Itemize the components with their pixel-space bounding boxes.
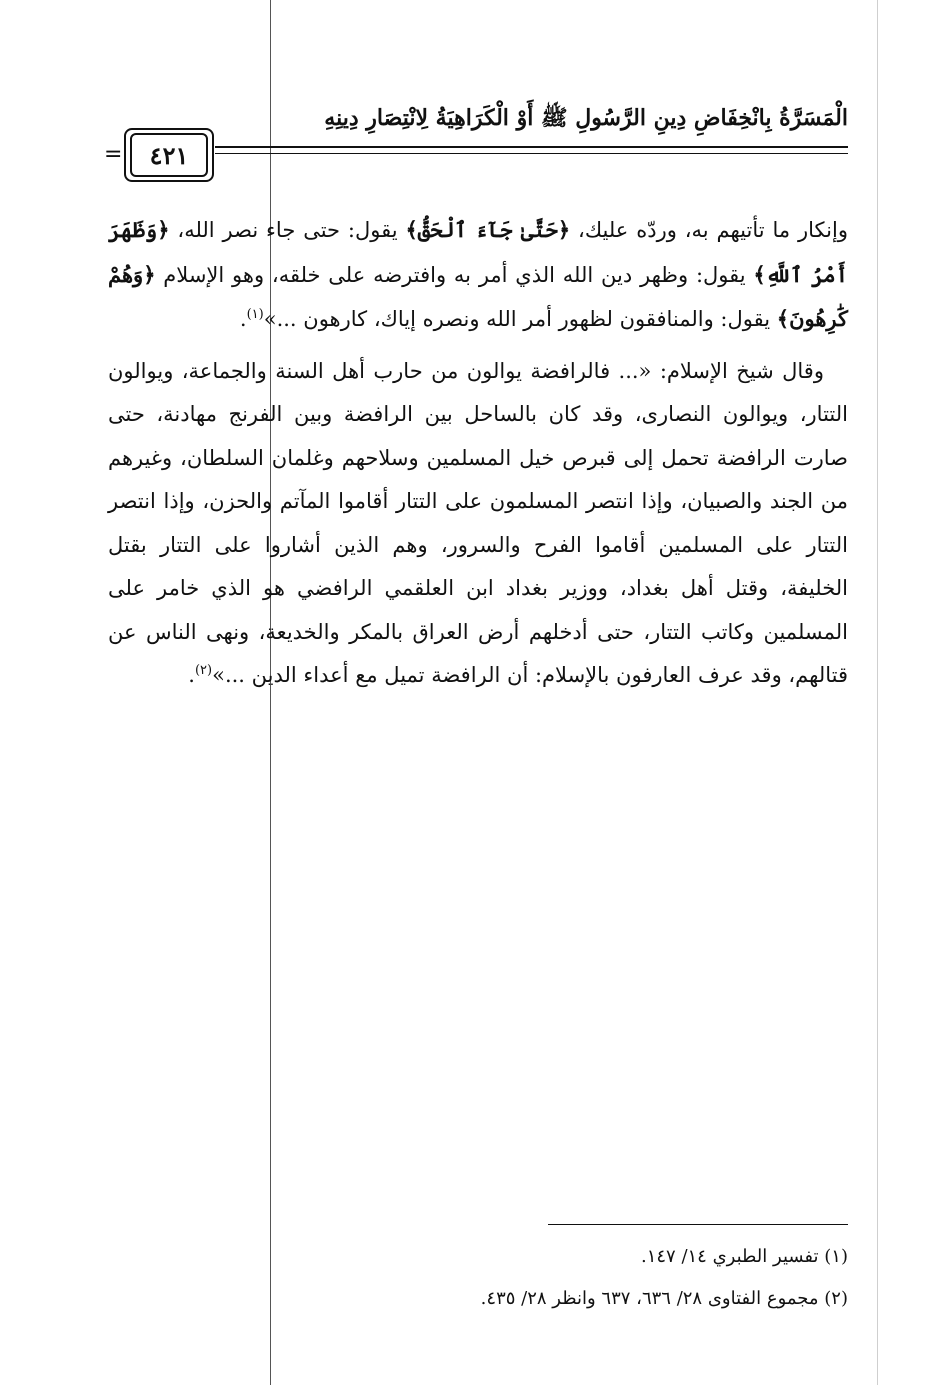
scan-margin-line-right — [877, 0, 878, 1385]
footnote-2: (٢) مجموع الفتاوى ٢٨/ ٦٣٦، ٦٣٧ وانظر ٢٨/ ٤٣٥. — [480, 1288, 848, 1309]
header-ornament: = — [104, 142, 123, 167]
quran-quote: ﴿وَهُمْ كَٰرِهُونَ﴾ — [108, 261, 848, 331]
footnote-ref: (٢) — [194, 663, 213, 678]
header-rule — [215, 146, 848, 154]
text-run: يقول: حتى جاء نصر الله، — [169, 218, 406, 242]
text-run: . — [239, 307, 247, 331]
footnote-1: (١) تفسير الطبري ١٤/ ١٤٧. — [640, 1246, 848, 1267]
footnotes — [300, 1236, 848, 1320]
running-title: الْمَسَرَّةُ بِانْخِفَاضِ دِينِ الرَّسُولِ ﷺ أَوْ الْكَرَاهِيَةُ لِانْتِصَارِ دِينِهِ — [324, 105, 848, 131]
body-text — [108, 208, 848, 698]
text-run: وقال شيخ الإسلام: «... فالرافضة يوالون من حارب أهل السنة والجماعة، ويوالون التتار، ويوالون النصارى، وقد كان بالساحل بين الرافضة وبين الفرنج مهادنة، حتى صارت الرافضة تحمل إلى قبرص خيل المسلمين وسلاحهم وغلمان السلطان، وغيرهم من الجند والصبيان، وإذا انتصر المسلمون على التتار أقاموا المآتم والحزن، وإذا انتصر التتار على المسلمين أقاموا الفرح والسرور، وهم الذين أشاروا على التتار بقتل الخليفة، وقتل أهل بغداد، ووزير بغداد ابن العلقمي الرافضي هو الذي خامر على المسلمين وكاتب التتار، حتى أدخلهم أرض العراق بالمكر والخديعة، ونهى الناس عن قتالهم، وقد عرف العارفون بالإسلام: أن الرافضة تميل مع أعداء الدين ...» — [108, 358, 848, 687]
quran-quote: ﴿وَظَهَرَ أَمْرُ ٱللَّهِ﴾ — [108, 217, 848, 287]
paragraph-2 — [108, 350, 848, 698]
footnote-separator — [548, 1224, 848, 1225]
quran-quote: ﴿حَتَّىٰ جَآءَ ٱلْحَقُّ﴾ — [405, 217, 571, 242]
footnote-ref: (١) — [246, 307, 264, 322]
text-run: يقول: والمنافقون لظهور أمر الله ونصره إياك، كارهون ...» — [263, 307, 777, 331]
text-run: وإنكار ما تأتيهم به، وردّه عليك، — [570, 218, 848, 242]
text-run: يقول: وظهر دين الله الذي أمر به وافترضه على خلقه، وهو الإسلام — [155, 262, 754, 287]
text-run: . — [188, 663, 195, 687]
page-number: ٤٢١ — [130, 133, 208, 177]
paragraph-1 — [108, 208, 848, 342]
